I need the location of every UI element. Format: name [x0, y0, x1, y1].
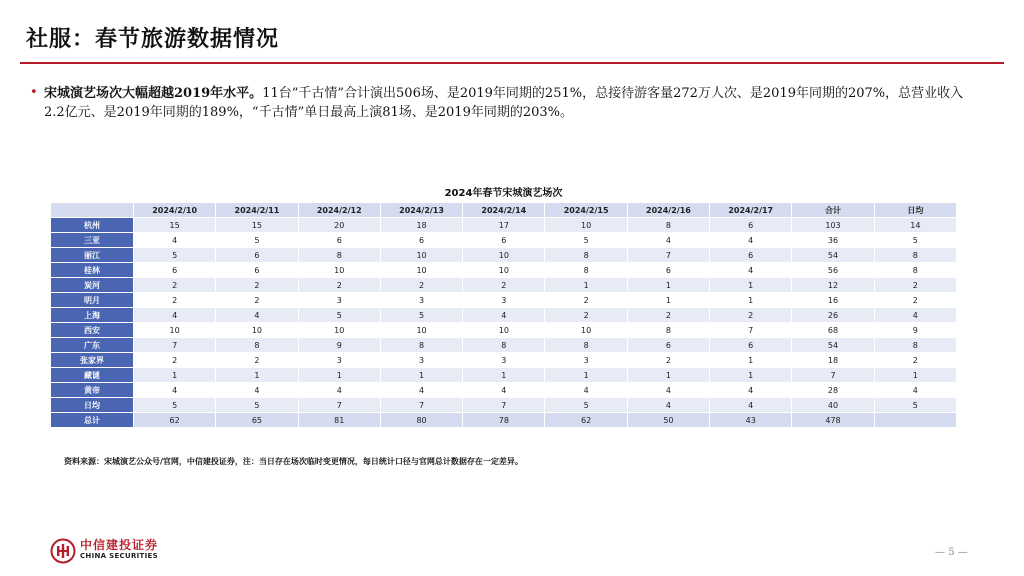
column-header: 日均	[875, 203, 956, 217]
table-cell: 3	[299, 353, 380, 367]
table-row	[51, 368, 956, 382]
table-row	[51, 218, 956, 232]
table-cell: 43	[710, 413, 791, 427]
column-header: 2024/2/11	[216, 203, 297, 217]
table-cell: 10	[463, 263, 544, 277]
page-title: 社服：春节旅游数据情况	[26, 26, 280, 52]
table-cell: 1	[216, 368, 297, 382]
table-cell: 16	[792, 293, 873, 307]
table-row	[51, 263, 956, 277]
page-number: — 5 —	[935, 547, 968, 558]
table-row	[51, 383, 956, 397]
row-label: 藏谜	[51, 368, 133, 382]
table-cell: 4	[545, 383, 626, 397]
table-cell: 7	[381, 398, 462, 412]
table-cell: 54	[792, 338, 873, 352]
table-cell: 1	[875, 368, 956, 382]
table-cell: 7	[463, 398, 544, 412]
row-label: 上海	[51, 308, 133, 322]
table-cell: 6	[381, 233, 462, 247]
table-cell: 6	[134, 263, 215, 277]
row-label: 总计	[51, 413, 133, 427]
table-cell: 1	[710, 278, 791, 292]
table-cell: 4	[134, 383, 215, 397]
table-cell: 4	[710, 398, 791, 412]
table-cell: 6	[463, 233, 544, 247]
table-cell: 8	[628, 218, 709, 232]
table-row	[51, 338, 956, 352]
bullet-body: 11台“千古情”合计演出506场、是2019年同期的251%，总接待游客量272万人次、是2019年同期的207%，总营业收入2.2亿元、是2019年同期的189%，“千古情”单日最高上演81场、是2019年同期的203%。	[44, 86, 964, 120]
table-cell: 1	[545, 278, 626, 292]
table-cell: 4	[875, 383, 956, 397]
row-label: 日均	[51, 398, 133, 412]
table-cell: 4	[628, 398, 709, 412]
table-cell: 2	[545, 308, 626, 322]
table-row	[51, 308, 956, 322]
table-cell: 4	[381, 383, 462, 397]
table-cell: 5	[216, 233, 297, 247]
table-cell: 7	[134, 338, 215, 352]
table-cell: 8	[628, 323, 709, 337]
table-cell: 18	[792, 353, 873, 367]
table-cell: 8	[875, 248, 956, 262]
table-cell: 3	[381, 293, 462, 307]
bullet-lead: 宋城演艺场次大幅超越2019年水平。	[44, 86, 263, 101]
table-cell: 5	[545, 398, 626, 412]
table-cell: 10	[545, 323, 626, 337]
table-cell: 4	[463, 308, 544, 322]
table-cell: 5	[875, 233, 956, 247]
column-header: 2024/2/15	[545, 203, 626, 217]
table-cell: 1	[628, 278, 709, 292]
table-row	[51, 248, 956, 262]
table-cell: 3	[381, 353, 462, 367]
table-cell: 5	[134, 248, 215, 262]
table-cell: 9	[875, 323, 956, 337]
table-cell: 4	[299, 383, 380, 397]
table-cell: 5	[875, 398, 956, 412]
table-cell: 62	[545, 413, 626, 427]
table-cell: 5	[545, 233, 626, 247]
table-cell: 6	[299, 233, 380, 247]
table-cell: 1	[710, 293, 791, 307]
table-cell: 8	[545, 248, 626, 262]
table-cell: 10	[545, 218, 626, 232]
table-cell: 20	[299, 218, 380, 232]
table-cell: 4	[628, 233, 709, 247]
table-row	[51, 278, 956, 292]
table-cell: 6	[710, 218, 791, 232]
table-cell: 9	[299, 338, 380, 352]
table-cell: 5	[299, 308, 380, 322]
table-cell: 8	[299, 248, 380, 262]
column-header: 2024/2/10	[134, 203, 215, 217]
table-cell: 3	[463, 293, 544, 307]
table-cell: 103	[792, 218, 873, 232]
table-cell: 6	[628, 338, 709, 352]
table-cell: 2	[545, 293, 626, 307]
table-cell: 10	[134, 323, 215, 337]
table-cell: 10	[463, 248, 544, 262]
row-label: 西安	[51, 323, 133, 337]
table-cell: 3	[463, 353, 544, 367]
table-cell: 1	[628, 293, 709, 307]
table-row	[51, 323, 956, 337]
table-cell: 2	[628, 308, 709, 322]
column-header: 2024/2/14	[463, 203, 544, 217]
title-divider	[20, 62, 1004, 64]
table-cell: 6	[710, 338, 791, 352]
table-cell: 6	[628, 263, 709, 277]
table-row	[51, 398, 956, 412]
table-cell: 56	[792, 263, 873, 277]
table-cell: 1	[628, 368, 709, 382]
table-cell: 54	[792, 248, 873, 262]
table-cell: 10	[299, 263, 380, 277]
table-cell: 40	[792, 398, 873, 412]
table-cell: 15	[216, 218, 297, 232]
table-cell: 80	[381, 413, 462, 427]
logo-english-name: CHINA SECURITIES	[80, 552, 158, 560]
table-cell	[875, 413, 956, 427]
table-cell: 10	[381, 263, 462, 277]
table-cell: 10	[463, 323, 544, 337]
table-cell: 15	[134, 218, 215, 232]
table-corner-cell	[51, 203, 133, 217]
row-label: 丽江	[51, 248, 133, 262]
table-cell: 36	[792, 233, 873, 247]
column-header: 2024/2/12	[299, 203, 380, 217]
table-cell: 6	[710, 248, 791, 262]
table-row	[51, 293, 956, 307]
table-cell: 478	[792, 413, 873, 427]
table-cell: 7	[792, 368, 873, 382]
table-cell: 1	[710, 368, 791, 382]
table-cell: 4	[628, 383, 709, 397]
table-cell: 8	[875, 338, 956, 352]
table-row	[51, 233, 956, 247]
table-cell: 62	[134, 413, 215, 427]
table-cell: 28	[792, 383, 873, 397]
table-cell: 7	[299, 398, 380, 412]
table-cell: 8	[545, 338, 626, 352]
table-header-row	[51, 203, 956, 217]
table-cell: 2	[134, 293, 215, 307]
table-cell: 2	[710, 308, 791, 322]
column-header: 2024/2/13	[381, 203, 462, 217]
table-cell: 4	[134, 233, 215, 247]
column-header: 合计	[792, 203, 873, 217]
column-header: 2024/2/17	[710, 203, 791, 217]
table-cell: 5	[216, 398, 297, 412]
table-cell: 2	[463, 278, 544, 292]
table-cell: 2	[875, 353, 956, 367]
row-label: 三亚	[51, 233, 133, 247]
row-label: 杭州	[51, 218, 133, 232]
table-cell: 2	[134, 278, 215, 292]
table-cell: 78	[463, 413, 544, 427]
table-cell: 4	[216, 308, 297, 322]
table-cell: 3	[299, 293, 380, 307]
table-cell: 1	[463, 368, 544, 382]
row-label: 张家界	[51, 353, 133, 367]
table-cell: 8	[381, 338, 462, 352]
table-cell: 2	[216, 353, 297, 367]
citic-logo-icon	[50, 538, 76, 564]
table-title: 2024年春节宋城演艺场次	[444, 188, 563, 199]
company-logo	[50, 536, 158, 566]
table-cell: 65	[216, 413, 297, 427]
table-cell: 10	[381, 323, 462, 337]
table-cell: 1	[381, 368, 462, 382]
table-cell: 4	[875, 308, 956, 322]
table-cell: 1	[710, 353, 791, 367]
table-cell: 81	[299, 413, 380, 427]
table-cell: 50	[628, 413, 709, 427]
row-label: 桂林	[51, 263, 133, 277]
table-cell: 8	[875, 263, 956, 277]
table-cell: 68	[792, 323, 873, 337]
table-cell: 14	[875, 218, 956, 232]
table-cell: 7	[710, 323, 791, 337]
table-cell: 2	[216, 293, 297, 307]
table-cell: 2	[875, 278, 956, 292]
row-label: 黄帝	[51, 383, 133, 397]
table-cell: 4	[134, 308, 215, 322]
table-cell: 10	[216, 323, 297, 337]
table-cell: 5	[381, 308, 462, 322]
column-header: 2024/2/16	[628, 203, 709, 217]
table-cell: 3	[545, 353, 626, 367]
bullet-marker: •	[30, 85, 38, 100]
table-cell: 26	[792, 308, 873, 322]
table-cell: 18	[381, 218, 462, 232]
row-label: 明月	[51, 293, 133, 307]
table-cell: 10	[381, 248, 462, 262]
table-cell: 2	[381, 278, 462, 292]
table-cell: 4	[216, 383, 297, 397]
table-cell: 8	[545, 263, 626, 277]
table-cell: 1	[299, 368, 380, 382]
row-label: 炭河	[51, 278, 133, 292]
performance-table	[50, 202, 957, 428]
table-row	[51, 413, 956, 427]
summary-bullet	[44, 84, 974, 122]
table-cell: 2	[134, 353, 215, 367]
source-note: 资料来源：宋城演艺公众号/官网，中信建投证券，注：当日存在场次临时变更情况，每日统计口径与官网总计数据存在一定差异。	[64, 457, 523, 466]
table-cell: 12	[792, 278, 873, 292]
table-cell: 1	[545, 368, 626, 382]
table-row	[51, 353, 956, 367]
table-cell: 17	[463, 218, 544, 232]
page-number-value: 5	[948, 547, 955, 558]
table-cell: 4	[463, 383, 544, 397]
table-cell: 2	[299, 278, 380, 292]
table-cell: 1	[134, 368, 215, 382]
table-cell: 6	[216, 248, 297, 262]
table-cell: 6	[216, 263, 297, 277]
table-cell: 2	[216, 278, 297, 292]
table-cell: 10	[299, 323, 380, 337]
table-cell: 5	[134, 398, 215, 412]
logo-chinese-name: 中信建投证券	[80, 538, 159, 552]
table-cell: 4	[710, 263, 791, 277]
table-cell: 4	[710, 233, 791, 247]
table-cell: 4	[710, 383, 791, 397]
row-label: 广东	[51, 338, 133, 352]
table-cell: 8	[463, 338, 544, 352]
table-cell: 2	[875, 293, 956, 307]
table-cell: 2	[628, 353, 709, 367]
table-cell: 8	[216, 338, 297, 352]
table-cell: 7	[628, 248, 709, 262]
